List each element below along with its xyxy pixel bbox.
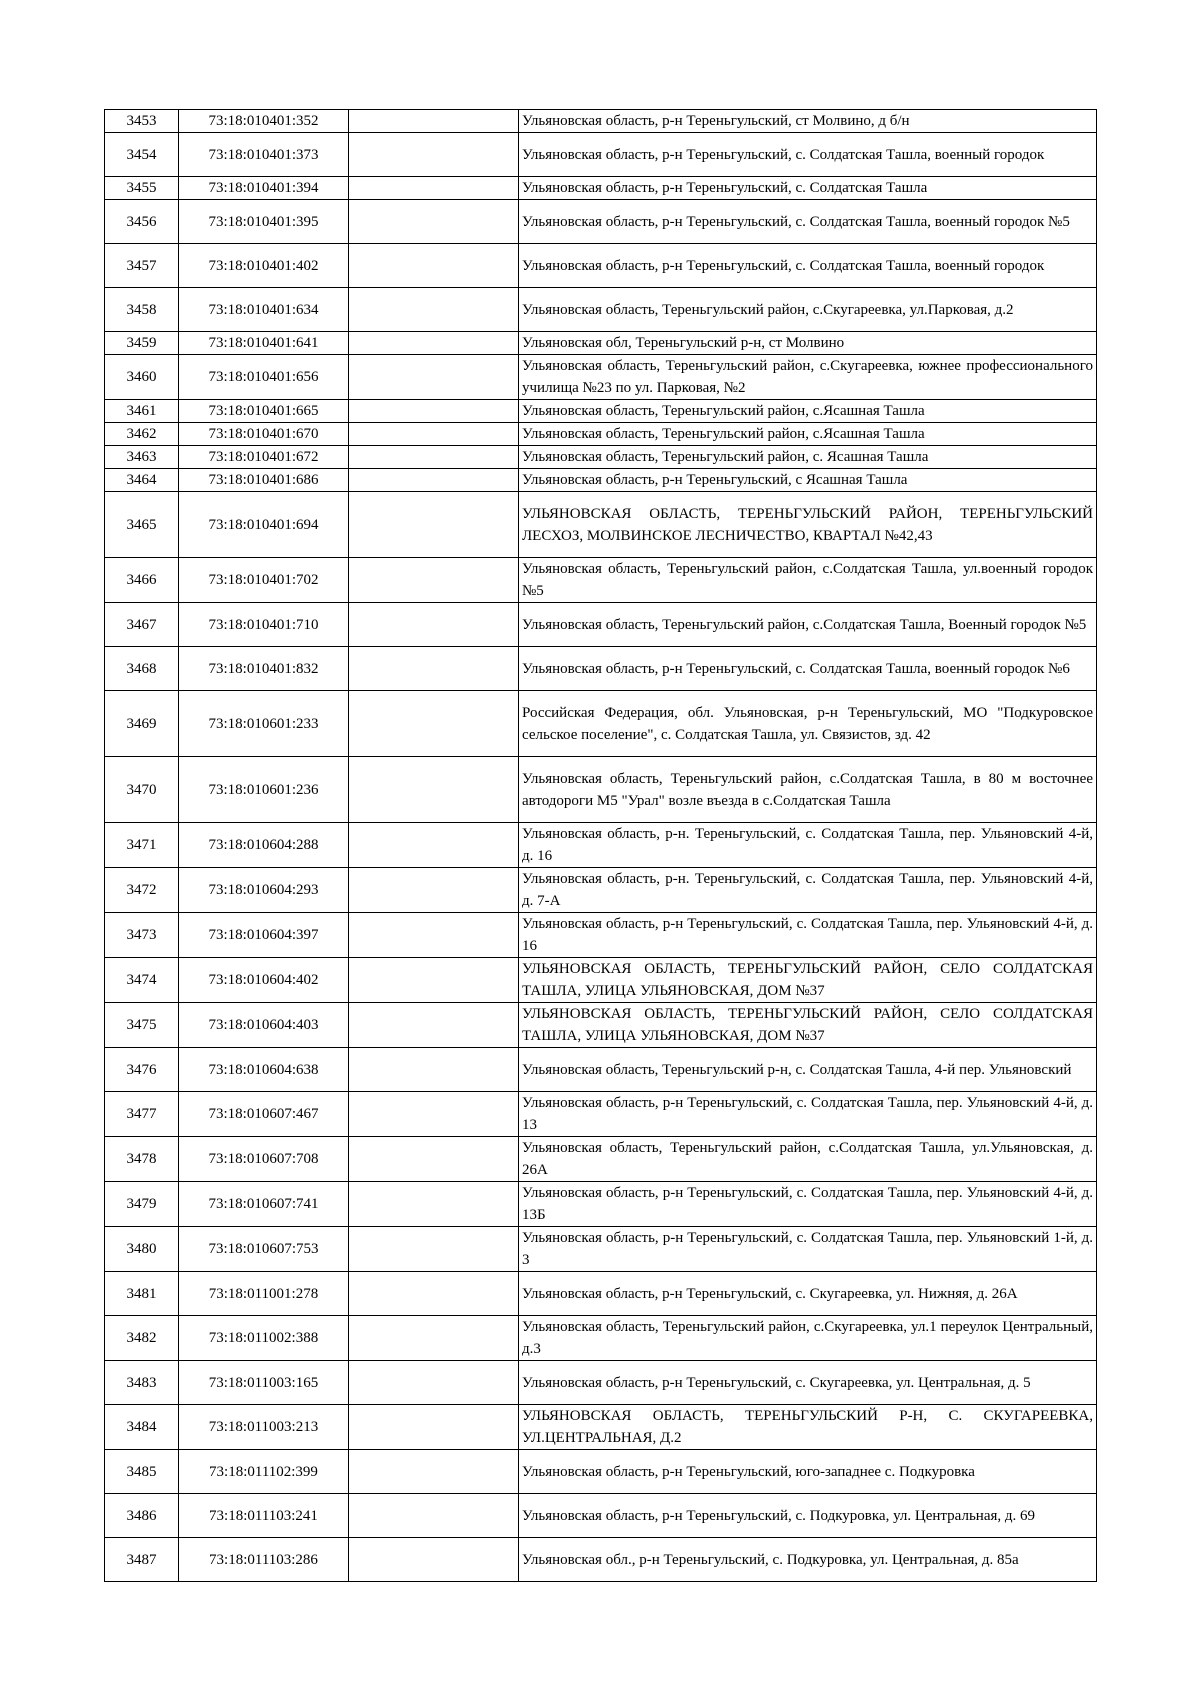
address: Ульяновская область, Тереньгульский район, с. Ясашная Ташла bbox=[519, 446, 1097, 469]
table-row bbox=[105, 133, 1097, 177]
row-number: 3477 bbox=[105, 1092, 179, 1137]
row-number: 3464 bbox=[105, 469, 179, 492]
table-row bbox=[105, 110, 1097, 133]
table-row bbox=[105, 1182, 1097, 1227]
row-number: 3484 bbox=[105, 1405, 179, 1450]
address: Ульяновская область, р-н Тереньгульский, с. Солдатская Ташла, пер. Ульяновский 4-й, д. 16 bbox=[519, 913, 1097, 958]
address: Ульяновская область, р-н Тереньгульский, с. Скугареевка, ул. Центральная, д. 5 bbox=[519, 1361, 1097, 1405]
cadastral-number: 73:18:010401:670 bbox=[179, 423, 349, 446]
address: Ульяновская область, р-н Тереньгульский, с. Солдатская Ташла, военный городок №5 bbox=[519, 200, 1097, 244]
table-row bbox=[105, 355, 1097, 400]
row-number: 3483 bbox=[105, 1361, 179, 1405]
cadastral-number: 73:18:010401:672 bbox=[179, 446, 349, 469]
row-number: 3487 bbox=[105, 1538, 179, 1582]
cadastral-number: 73:18:011003:165 bbox=[179, 1361, 349, 1405]
cadastral-number: 73:18:010604:293 bbox=[179, 868, 349, 913]
table-row bbox=[105, 1048, 1097, 1092]
table-row bbox=[105, 244, 1097, 288]
registry-table bbox=[104, 109, 1097, 1582]
table-row bbox=[105, 647, 1097, 691]
empty-cell bbox=[349, 1182, 519, 1227]
table-row bbox=[105, 1450, 1097, 1494]
address: Ульяновская область, Тереньгульский район, с.Скугареевка, южнее профессионального училища №23 по ул. Парковая, №2 bbox=[519, 355, 1097, 400]
table-row bbox=[105, 1494, 1097, 1538]
empty-cell bbox=[349, 200, 519, 244]
table-row bbox=[105, 1137, 1097, 1182]
cadastral-number: 73:18:010401:402 bbox=[179, 244, 349, 288]
address: Ульяновская область, р-н. Тереньгульский, с. Солдатская Ташла, пер. Ульяновский 4-й, д. 16 bbox=[519, 823, 1097, 868]
cadastral-number: 73:18:011102:399 bbox=[179, 1450, 349, 1494]
row-number: 3473 bbox=[105, 913, 179, 958]
row-number: 3460 bbox=[105, 355, 179, 400]
address: Ульяновская область, Тереньгульский район, с.Ясашная Ташла bbox=[519, 423, 1097, 446]
empty-cell bbox=[349, 1405, 519, 1450]
cadastral-number: 73:18:010401:634 bbox=[179, 288, 349, 332]
row-number: 3475 bbox=[105, 1003, 179, 1048]
empty-cell bbox=[349, 558, 519, 603]
table-row bbox=[105, 558, 1097, 603]
cadastral-number: 73:18:010607:753 bbox=[179, 1227, 349, 1272]
empty-cell bbox=[349, 332, 519, 355]
address: Ульяновская область, р-н Тереньгульский, с. Солдатская Ташла, военный городок bbox=[519, 133, 1097, 177]
empty-cell bbox=[349, 868, 519, 913]
address: Ульяновская область, р-н Тереньгульский, с. Солдатская Ташла bbox=[519, 177, 1097, 200]
table-row bbox=[105, 823, 1097, 868]
address: Ульяновская обл, Тереньгульский р-н, ст Молвино bbox=[519, 332, 1097, 355]
address: Ульяновская область, Тереньгульский район, с.Скугареевка, ул.Парковая, д.2 bbox=[519, 288, 1097, 332]
row-number: 3476 bbox=[105, 1048, 179, 1092]
empty-cell bbox=[349, 288, 519, 332]
empty-cell bbox=[349, 423, 519, 446]
table-row bbox=[105, 1361, 1097, 1405]
cadastral-number: 73:18:011103:241 bbox=[179, 1494, 349, 1538]
row-number: 3461 bbox=[105, 400, 179, 423]
table-row bbox=[105, 958, 1097, 1003]
empty-cell bbox=[349, 133, 519, 177]
table-row bbox=[105, 1538, 1097, 1582]
cadastral-number: 73:18:010607:708 bbox=[179, 1137, 349, 1182]
address: Ульяновская область, Тереньгульский район, с.Солдатская Ташла, ул.Ульяновская, д. 26А bbox=[519, 1137, 1097, 1182]
empty-cell bbox=[349, 469, 519, 492]
row-number: 3486 bbox=[105, 1494, 179, 1538]
empty-cell bbox=[349, 757, 519, 823]
table-row bbox=[105, 332, 1097, 355]
empty-cell bbox=[349, 1538, 519, 1582]
cadastral-number: 73:18:011103:286 bbox=[179, 1538, 349, 1582]
table-row bbox=[105, 1405, 1097, 1450]
table-row bbox=[105, 446, 1097, 469]
cadastral-number: 73:18:010401:665 bbox=[179, 400, 349, 423]
table-row bbox=[105, 691, 1097, 757]
table-row bbox=[105, 913, 1097, 958]
row-number: 3454 bbox=[105, 133, 179, 177]
table-row bbox=[105, 603, 1097, 647]
empty-cell bbox=[349, 446, 519, 469]
empty-cell bbox=[349, 913, 519, 958]
empty-cell bbox=[349, 1494, 519, 1538]
row-number: 3478 bbox=[105, 1137, 179, 1182]
empty-cell bbox=[349, 958, 519, 1003]
table-row bbox=[105, 400, 1097, 423]
table-row bbox=[105, 469, 1097, 492]
address: Ульяновская область, Тереньгульский р-н, с. Солдатская Ташла, 4-й пер. Ульяновский bbox=[519, 1048, 1097, 1092]
cadastral-number: 73:18:010607:467 bbox=[179, 1092, 349, 1137]
table-row bbox=[105, 200, 1097, 244]
row-number: 3479 bbox=[105, 1182, 179, 1227]
cadastral-number: 73:18:010401:352 bbox=[179, 110, 349, 133]
empty-cell bbox=[349, 1227, 519, 1272]
registry-table-body bbox=[105, 110, 1097, 1582]
address: Ульяновская область, р-н Тереньгульский, с. Подкуровка, ул. Центральная, д. 69 bbox=[519, 1494, 1097, 1538]
cadastral-number: 73:18:010401:641 bbox=[179, 332, 349, 355]
row-number: 3471 bbox=[105, 823, 179, 868]
row-number: 3480 bbox=[105, 1227, 179, 1272]
address: Ульяновская область, р-н Тереньгульский, с. Солдатская Ташла, пер. Ульяновский 1-й, д. 3 bbox=[519, 1227, 1097, 1272]
empty-cell bbox=[349, 1003, 519, 1048]
row-number: 3468 bbox=[105, 647, 179, 691]
empty-cell bbox=[349, 823, 519, 868]
address: Ульяновская область, р-н Тереньгульский, юго-западнее с. Подкуровка bbox=[519, 1450, 1097, 1494]
empty-cell bbox=[349, 1361, 519, 1405]
cadastral-number: 73:18:010401:710 bbox=[179, 603, 349, 647]
table-row bbox=[105, 1316, 1097, 1361]
address: Ульяновская область, р-н Тереньгульский, с Ясашная Ташла bbox=[519, 469, 1097, 492]
row-number: 3456 bbox=[105, 200, 179, 244]
cadastral-number: 73:18:010401:694 bbox=[179, 492, 349, 558]
address: Ульяновская область, р-н Тереньгульский, с. Солдатская Ташла, военный городок №6 bbox=[519, 647, 1097, 691]
row-number: 3453 bbox=[105, 110, 179, 133]
table-row bbox=[105, 423, 1097, 446]
cadastral-number: 73:18:010604:638 bbox=[179, 1048, 349, 1092]
table-row bbox=[105, 492, 1097, 558]
empty-cell bbox=[349, 691, 519, 757]
address: Ульяновская область, Тереньгульский район, с.Солдатская Ташла, Военный городок №5 bbox=[519, 603, 1097, 647]
row-number: 3458 bbox=[105, 288, 179, 332]
row-number: 3472 bbox=[105, 868, 179, 913]
row-number: 3455 bbox=[105, 177, 179, 200]
table-row bbox=[105, 1227, 1097, 1272]
empty-cell bbox=[349, 1450, 519, 1494]
table-row bbox=[105, 757, 1097, 823]
cadastral-number: 73:18:010401:394 bbox=[179, 177, 349, 200]
address: Ульяновская область, р-н. Тереньгульский, с. Солдатская Ташла, пер. Ульяновский 4-й, д. 7-А bbox=[519, 868, 1097, 913]
empty-cell bbox=[349, 492, 519, 558]
address: Ульяновская область, р-н Тереньгульский, с. Скугареевка, ул. Нижняя, д. 26А bbox=[519, 1272, 1097, 1316]
cadastral-number: 73:18:011003:213 bbox=[179, 1405, 349, 1450]
row-number: 3467 bbox=[105, 603, 179, 647]
address: УЛЬЯНОВСКАЯ ОБЛАСТЬ, ТЕРЕНЬГУЛЬСКИЙ Р-Н, С. СКУГАРЕЕВКА, УЛ.ЦЕНТРАЛЬНАЯ, Д.2 bbox=[519, 1405, 1097, 1450]
row-number: 3469 bbox=[105, 691, 179, 757]
cadastral-number: 73:18:010401:656 bbox=[179, 355, 349, 400]
address: Ульяновская область, Тереньгульский район, с.Скугареевка, ул.1 переулок Центральный, д.3 bbox=[519, 1316, 1097, 1361]
empty-cell bbox=[349, 110, 519, 133]
cadastral-number: 73:18:010604:403 bbox=[179, 1003, 349, 1048]
cadastral-number: 73:18:010604:402 bbox=[179, 958, 349, 1003]
cadastral-number: 73:18:010401:832 bbox=[179, 647, 349, 691]
row-number: 3465 bbox=[105, 492, 179, 558]
cadastral-number: 73:18:010401:373 bbox=[179, 133, 349, 177]
empty-cell bbox=[349, 603, 519, 647]
address: УЛЬЯНОВСКАЯ ОБЛАСТЬ, ТЕРЕНЬГУЛЬСКИЙ РАЙОН, ТЕРЕНЬГУЛЬСКИЙ ЛЕСХОЗ, МОЛВИНСКОЕ ЛЕСНИЧЕСТВО, КВАРТАЛ №42,43 bbox=[519, 492, 1097, 558]
address: Ульяновская область, р-н Тереньгульский, с. Солдатская Ташла, пер. Ульяновский 4-й, д. 13Б bbox=[519, 1182, 1097, 1227]
cadastral-number: 73:18:011001:278 bbox=[179, 1272, 349, 1316]
row-number: 3457 bbox=[105, 244, 179, 288]
empty-cell bbox=[349, 1316, 519, 1361]
table-row bbox=[105, 177, 1097, 200]
cadastral-number: 73:18:010607:741 bbox=[179, 1182, 349, 1227]
row-number: 3474 bbox=[105, 958, 179, 1003]
empty-cell bbox=[349, 400, 519, 423]
address: Ульяновская область, Тереньгульский район, с.Ясашная Ташла bbox=[519, 400, 1097, 423]
empty-cell bbox=[349, 1092, 519, 1137]
address: Ульяновская область, Тереньгульский район, с.Солдатская Ташла, в 80 м восточнее автодороги М5 "Урал" возле въезда в с.Солдатская Ташла bbox=[519, 757, 1097, 823]
row-number: 3470 bbox=[105, 757, 179, 823]
address: Ульяновская область, р-н Тереньгульский, с. Солдатская Ташла, военный городок bbox=[519, 244, 1097, 288]
table-row bbox=[105, 1272, 1097, 1316]
table-row bbox=[105, 868, 1097, 913]
cadastral-number: 73:18:011002:388 bbox=[179, 1316, 349, 1361]
empty-cell bbox=[349, 244, 519, 288]
cadastral-number: 73:18:010401:395 bbox=[179, 200, 349, 244]
empty-cell bbox=[349, 1272, 519, 1316]
cadastral-number: 73:18:010401:686 bbox=[179, 469, 349, 492]
cadastral-number: 73:18:010601:236 bbox=[179, 757, 349, 823]
table-row bbox=[105, 288, 1097, 332]
row-number: 3459 bbox=[105, 332, 179, 355]
cadastral-number: 73:18:010401:702 bbox=[179, 558, 349, 603]
empty-cell bbox=[349, 1137, 519, 1182]
row-number: 3485 bbox=[105, 1450, 179, 1494]
address: Ульяновская область, р-н Тереньгульский, ст Молвино, д б/н bbox=[519, 110, 1097, 133]
cadastral-number: 73:18:010601:233 bbox=[179, 691, 349, 757]
empty-cell bbox=[349, 1048, 519, 1092]
empty-cell bbox=[349, 355, 519, 400]
table-row bbox=[105, 1003, 1097, 1048]
row-number: 3463 bbox=[105, 446, 179, 469]
row-number: 3481 bbox=[105, 1272, 179, 1316]
empty-cell bbox=[349, 177, 519, 200]
cadastral-number: 73:18:010604:288 bbox=[179, 823, 349, 868]
address: Российская Федерация, обл. Ульяновская, р-н Тереньгульский, МО "Подкуровское сельское поселение", с. Солдатская Ташла, ул. Связистов, зд. 42 bbox=[519, 691, 1097, 757]
table-row bbox=[105, 1092, 1097, 1137]
address: Ульяновская обл., р-н Тереньгульский, с. Подкуровка, ул. Центральная, д. 85а bbox=[519, 1538, 1097, 1582]
row-number: 3462 bbox=[105, 423, 179, 446]
address: УЛЬЯНОВСКАЯ ОБЛАСТЬ, ТЕРЕНЬГУЛЬСКИЙ РАЙОН, СЕЛО СОЛДАТСКАЯ ТАШЛА, УЛИЦА УЛЬЯНОВСКАЯ, ДОМ №37 bbox=[519, 958, 1097, 1003]
address: УЛЬЯНОВСКАЯ ОБЛАСТЬ, ТЕРЕНЬГУЛЬСКИЙ РАЙОН, СЕЛО СОЛДАТСКАЯ ТАШЛА, УЛИЦА УЛЬЯНОВСКАЯ, ДОМ №37 bbox=[519, 1003, 1097, 1048]
row-number: 3482 bbox=[105, 1316, 179, 1361]
empty-cell bbox=[349, 647, 519, 691]
address: Ульяновская область, Тереньгульский район, с.Солдатская Ташла, ул.военный городок №5 bbox=[519, 558, 1097, 603]
cadastral-number: 73:18:010604:397 bbox=[179, 913, 349, 958]
address: Ульяновская область, р-н Тереньгульский, с. Солдатская Ташла, пер. Ульяновский 4-й, д. 13 bbox=[519, 1092, 1097, 1137]
row-number: 3466 bbox=[105, 558, 179, 603]
